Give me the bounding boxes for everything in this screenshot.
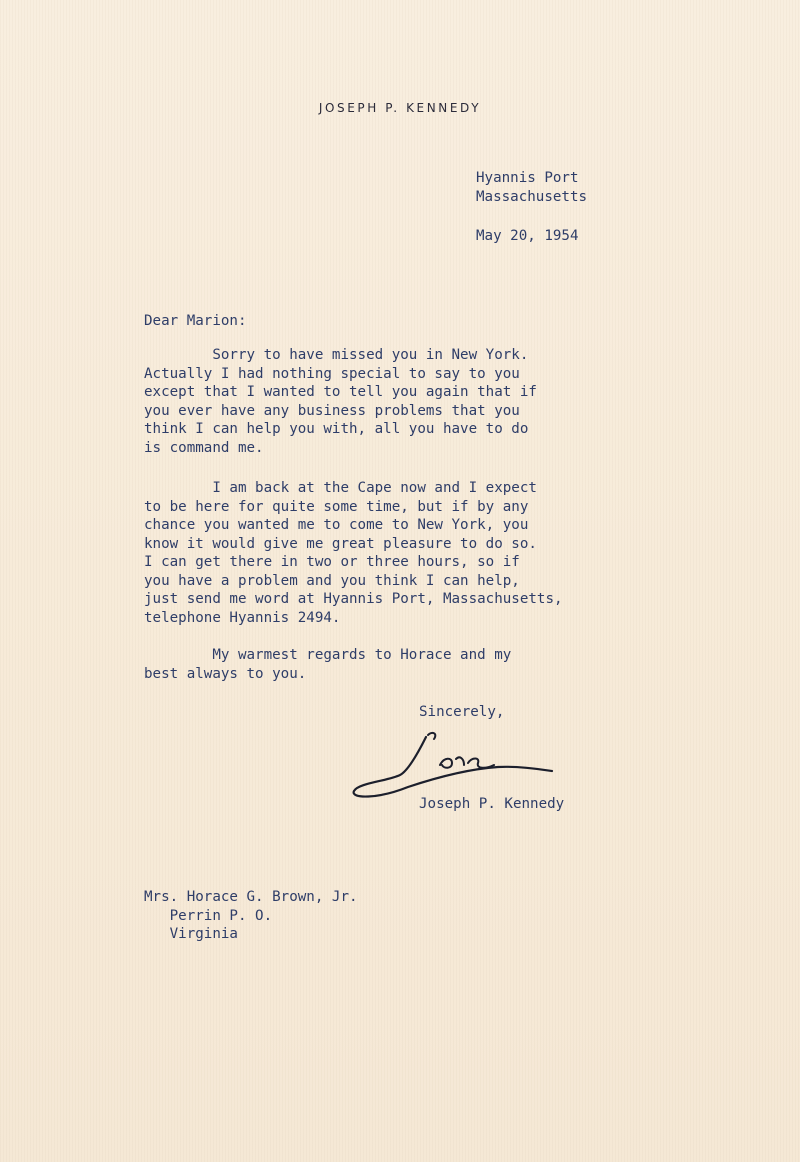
handwritten-signature: [348, 725, 558, 805]
body-paragraph-3: My warmest regards to Horace and my best always to you.: [144, 647, 512, 682]
sender-address-line2: Massachusetts: [476, 188, 588, 205]
salutation: Dear Marion:: [144, 313, 247, 329]
recipient-line2: Perrin P. O.: [144, 907, 273, 924]
recipient-line3: Virginia: [144, 926, 238, 942]
letterhead: [0, 101, 800, 115]
letter-date: May 20, 1954: [476, 228, 579, 244]
sender-address-line1: Hyannis Port: [476, 170, 579, 186]
body-paragraph-1: Sorry to have missed you in New York. Actually I had nothing special to say to you except that I wanted to tell you again that if you ever have any business problems that you think I can help you with, all you have to do is command me.: [144, 347, 537, 456]
body-paragraph-2: I am back at the Cape now and I expect to be here for quite some time, but if by any chance you wanted me to come to New York, you know it would give me great pleasure to do so. I can get there in two or three hours, so if you have a problem and you think I can help, just send me word at Hyannis Port, Massachusetts, telephone Hyannis 2494.: [144, 480, 563, 626]
recipient-address: [144, 888, 358, 944]
signer-name: Joseph P. Kennedy: [419, 796, 565, 812]
sender-address: [476, 169, 587, 206]
closing: Sincerely,: [419, 704, 505, 720]
recipient-line1: Mrs. Horace G. Brown, Jr.: [144, 889, 358, 905]
letterhead-name: JOSEPH P. KENNEDY: [318, 101, 482, 115]
